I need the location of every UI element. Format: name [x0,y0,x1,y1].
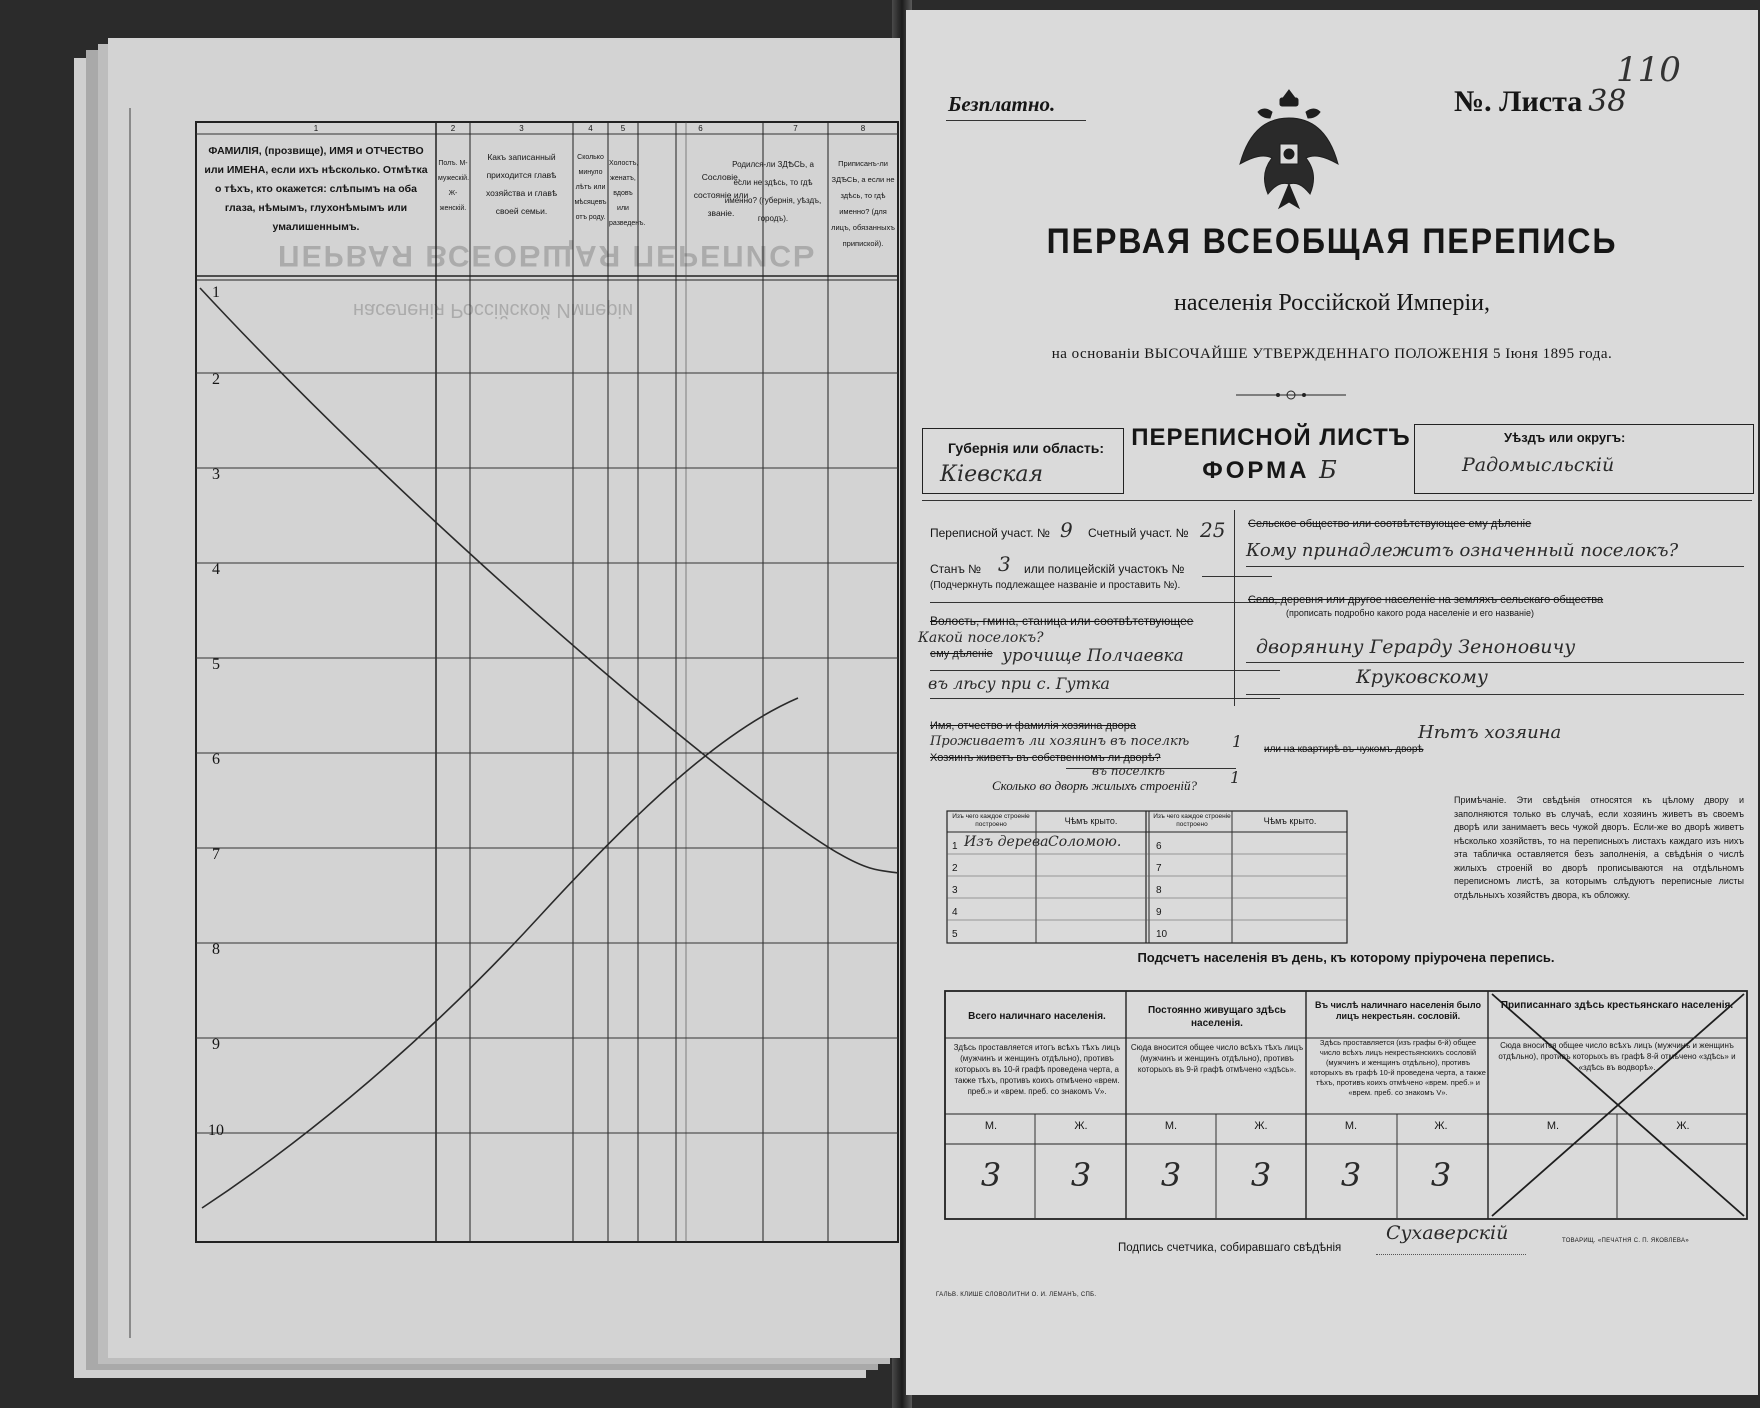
col-header-4: Сколько минуло лѣтъ или мѣсяцевъ отъ роду. [574,154,607,221]
bt-row-7: 7 [1156,863,1162,874]
bt-row-1-roof: Соломою. [1048,834,1122,850]
right-page [906,10,1758,1395]
village-label: Село, деревня или другое населеніе на земляхъ сельскаго общества [1248,594,1604,606]
bt-row-10: 10 [1156,929,1168,940]
count-col-3-m-value: 3 [1340,1156,1362,1194]
count-col-2-m-value: 3 [1160,1156,1182,1194]
bt-row-6: 6 [1156,841,1162,852]
bt-header-material-left: Изъ чего каждое строеніе построено [952,813,1030,828]
form-name: ФОРМА Б [1202,456,1340,484]
count-col-4-m-label: М. [1546,1120,1560,1132]
count-title: Подсчетъ населенія въ день, къ которому пріурочена перепись. [1137,950,1555,965]
count-col-4-zh-label: Ж. [1676,1120,1690,1132]
bleed-through-subtitle: населенія Россійской Имперіи [353,299,634,321]
count-col-1-m-label: М. [984,1120,998,1132]
rent-label: или на квартирѣ въ чужомъ дворѣ [1264,744,1424,755]
col-header-1: ФАМИЛІЯ, (прозвище), ИМЯ и ОТЧЕСТВО или ИМЕНА, если ихъ нѣсколько. Отмѣтка о тѣхъ, кто окажется: слѣпымъ на оба глаза, нѣмымъ, глухонѣмымъ или умалишеннымъ. [204,145,428,233]
row-number-4: 4 [212,561,220,578]
volost-value: урочище Полчаевка [1002,646,1184,666]
row-number-2: 2 [212,371,220,388]
volost-hand-note: Какой поселокъ? [918,630,1044,646]
bt-row-1-material: Изъ дерева [964,834,1049,850]
row-number-10: 10 [208,1122,224,1139]
owner-value: Проживаетъ ли хозяинъ въ поселкѣ [930,734,1190,749]
col-header-2-num: 2 [450,124,456,133]
row-number-6: 6 [212,751,220,768]
census-district-label: Переписной участ. № [930,526,1050,540]
signature-label: Подпись счетчика, собиравшаго свѣдѣнія [1118,1242,1342,1254]
bt-row-1: 1 [952,841,958,852]
stan-label: Станъ № [930,562,982,576]
count-col-1-m-value: 3 [980,1156,1002,1194]
guberniya-value: Кіевская [940,462,1044,487]
village-value-2: Круковскому [1356,666,1488,688]
buildings-label: Сколько во дворѣ жилыхъ строеній? [992,778,1198,793]
bt-header-roof-right: Чѣмъ крыто. [1263,816,1317,826]
col-header-8: Приписанъ-ли ЗДѢСЬ, а если не здѣсь, то гдѣ именно? (для лицъ, обязанныхъ припиской). [831,159,895,248]
col-header-3: Какъ записанный приходится главѣ хозяйства и главѣ своей семьи. [485,152,558,216]
legal-basis: на основаніи ВЫСОЧАЙШЕ УТВЕРЖДЕННАГО ПОЛОЖЕНІЯ 5 Іюня 1895 года. [1051,346,1613,362]
bt-row-5: 5 [952,929,958,940]
left-page [108,38,900,1358]
col-header-8-num: 8 [860,124,866,133]
count-district-label: Счетный участ. № [1088,526,1189,540]
volost-value-2: въ лѣсу при с. Гутка [928,674,1110,693]
uezd-value: Радомысльскій [1462,454,1615,476]
col-header-3-num: 3 [519,124,524,133]
row-number-1: 1 [212,284,220,301]
count-col-3-zh-label: Ж. [1434,1120,1448,1132]
bt-header-material-right: Изъ чего каждое строеніе построено [1153,813,1231,828]
form-subtitle: населенія Россійской Имперіи, [1174,290,1490,316]
count-col-3-title: Въ числѣ наличнаго населенія было лицъ некрестьян. сословій. [1315,1000,1481,1021]
count-col-3-m-label: М. [1344,1120,1358,1132]
col-header-6-num: 6 [698,124,703,133]
row-number-3: 3 [212,466,220,483]
buildings-table [946,810,1348,944]
stan-value: 3 [998,552,1011,576]
col-header-4-num: 4 [588,124,593,133]
count-col-2-title: Постоянно живущаго здѣсь населенія. [1147,1005,1287,1029]
form-letter: Б [1319,456,1340,484]
free-label: Безплатно. [948,92,1056,116]
police-label: или полицейскій участокъ № [1024,562,1185,576]
col-header-7-num: 7 [793,124,798,133]
imperial-eagle-icon [1234,84,1344,224]
count-col-2-zh-label: Ж. [1254,1120,1268,1132]
count-col-1-zh-label: Ж. [1074,1120,1088,1132]
owner-label: Имя, отчество и фамилія хозяина двора [930,720,1136,732]
row-number-5: 5 [212,656,220,673]
village-value: дворянину Герарду Зеноновичу [1256,636,1576,658]
bt-header-roof-left: Чѣмъ крыто. [1064,816,1118,826]
census-district-value: 9 [1060,518,1073,542]
uezd-label: Уѣздъ или округъ: [1504,430,1626,445]
bt-row-4: 4 [952,907,958,918]
volost-label-2: ему дѣленіе [930,648,993,660]
society-label: Сельское общество или соотвѣтствующее ему дѣленіе [1248,518,1532,530]
col-header-2: Полъ. М-мужескій. Ж-женскій. [438,160,470,212]
col-header-1-num: 1 [313,124,319,133]
bt-row-9: 9 [1156,907,1162,918]
count-col-1-zh-value: 3 [1070,1156,1092,1194]
count-col-4-title: Приписаннаго здѣсь крестьянскаго населенія. [1500,1000,1734,1011]
count-col-1-desc: Здѣсь проставляется итогъ всѣхъ тѣхъ лицъ (мужчинъ и женщинъ отдѣльно), противъ которыхъ въ 10-й графѣ проведена черта, а также тѣхъ, противъ коихъ отмѣчено «врем. преб.» и «врем. преб. со знакомъ V». [953,1043,1121,1096]
bt-row-2: 2 [952,863,958,874]
row-number-8: 8 [212,941,220,958]
volost-label: Волость, гмина, станица или соотвѣтствующее [930,614,1194,628]
bt-row-3: 3 [952,885,958,896]
archive-number: 110 [1616,50,1681,90]
bt-row-8: 8 [1156,885,1162,896]
count-col-2-desc: Сюда вносится общее число всѣхъ тѣхъ лицъ (мужчинъ и женщинъ отдѣльно), противъ которыхъ въ 9-й графѣ отмѣчено «здѣсь». [1130,1043,1304,1074]
count-col-4-desc: Сюда вносится общее число всѣхъ лицъ (мужчинъ и женщинъ отдѣльно), противъ которыхъ въ графѣ 8-й отмѣчено «здѣсь» и «здѣсь въ водворѣ». [1498,1041,1736,1072]
col-header-6: Сословіе, состояніе или званіе. [693,172,749,218]
rent-value: Нѣтъ хозяина [1418,722,1562,743]
stan-note: (Подчеркнуть подлежащее названіе и проставить №). [930,580,1181,591]
sheet-number: 38 [1588,84,1627,119]
count-col-1-title: Всего наличнаго населенія. [968,1011,1106,1022]
form-main-title: ПЕРВАЯ ВСЕОБЩАЯ ПЕРЕПИСЬ [1046,222,1618,261]
count-col-2-m-label: М. [1164,1120,1178,1132]
printer-mark-right: ТОВАРИЩ. «ПЕЧАТНЯ С. П. ЯКОВЛЕВА» [1562,1238,1689,1244]
buildings-hand-insert: въ поселкѣ [1092,764,1165,778]
sheet-label: №. Листа 38 [1454,84,1627,119]
count-col-2-zh-value: 3 [1250,1156,1272,1194]
owner-lives-label: Хозяинъ живетъ въ собственномъ ли дворѣ? [930,752,1161,764]
col-header-5: Холостъ, женатъ, вдовъ или разведенъ. [609,160,646,227]
row-number-9: 9 [212,1036,220,1053]
bleed-through-title: ПЕРВАЯ ВСЕОБЩАЯ ПЕРЕПИСЬ [278,239,817,272]
signature-value: Сухаверскій [1386,1222,1509,1244]
row-number-7: 7 [212,846,220,863]
village-note: (прописать подробно какого рода населеніе и его названіе) [1286,608,1535,618]
ornament-divider [1236,388,1346,402]
count-col-3-zh-value: 3 [1430,1156,1452,1194]
count-district-value: 25 [1200,518,1226,542]
note-text: Примѣчаніе. Эти свѣдѣнія относятся къ цѣлому двору и заполняются только въ случаѣ, если хозяинъ живетъ въ своемъ дворѣ или занимаетъ весь чужой дворъ. Если-же во дворѣ живетъ нѣсколько хозяйствъ, то на переписныхъ листахъ каждаго изъ нихъ эта табличка оставляется безъ заполненія, а свѣдѣнія о числѣ жилыхъ строеній во дворѣ прописываются на отдѣльномъ переписномъ листѣ, за которымъ слѣдуютъ переписные листы отдѣльныхъ хозяйствъ двора, къ обложку. [1454,795,1744,900]
col-header-5-num: 5 [620,124,626,133]
owner-value-count: 1 [1232,732,1243,751]
count-col-3-desc: Здѣсь проставляется (изъ графы 6-й) общее число всѣхъ лицъ некрестьянскихъ сословій (мужчинъ и женщинъ отдѣльно), противъ которыхъ въ графѣ 10-й проведена черта, а также тѣхъ, противъ коихъ отмѣчено «врем. преб.» и «врем. преб. со знакомъ V». [1310,1038,1486,1097]
form-sheet-title: ПЕРЕПИСНОЙ ЛИСТЪ [1131,424,1411,451]
col-header-7: Родился-ли ЗДѢСЬ, а если не здѣсь, то гдѣ именно? (губернія, уѣздъ, городъ). [724,160,822,223]
buildings-value: 1 [1230,768,1241,787]
printer-mark-left: ГАЛЬВ. КЛИШЕ СЛОВОЛИТНИ О. И. ЛЕМАНЪ, СПБ. [936,1292,1097,1298]
society-value: Кому принадлежитъ означенный поселокъ? [1246,540,1679,561]
guberniya-label: Губернія или область: [948,440,1105,456]
